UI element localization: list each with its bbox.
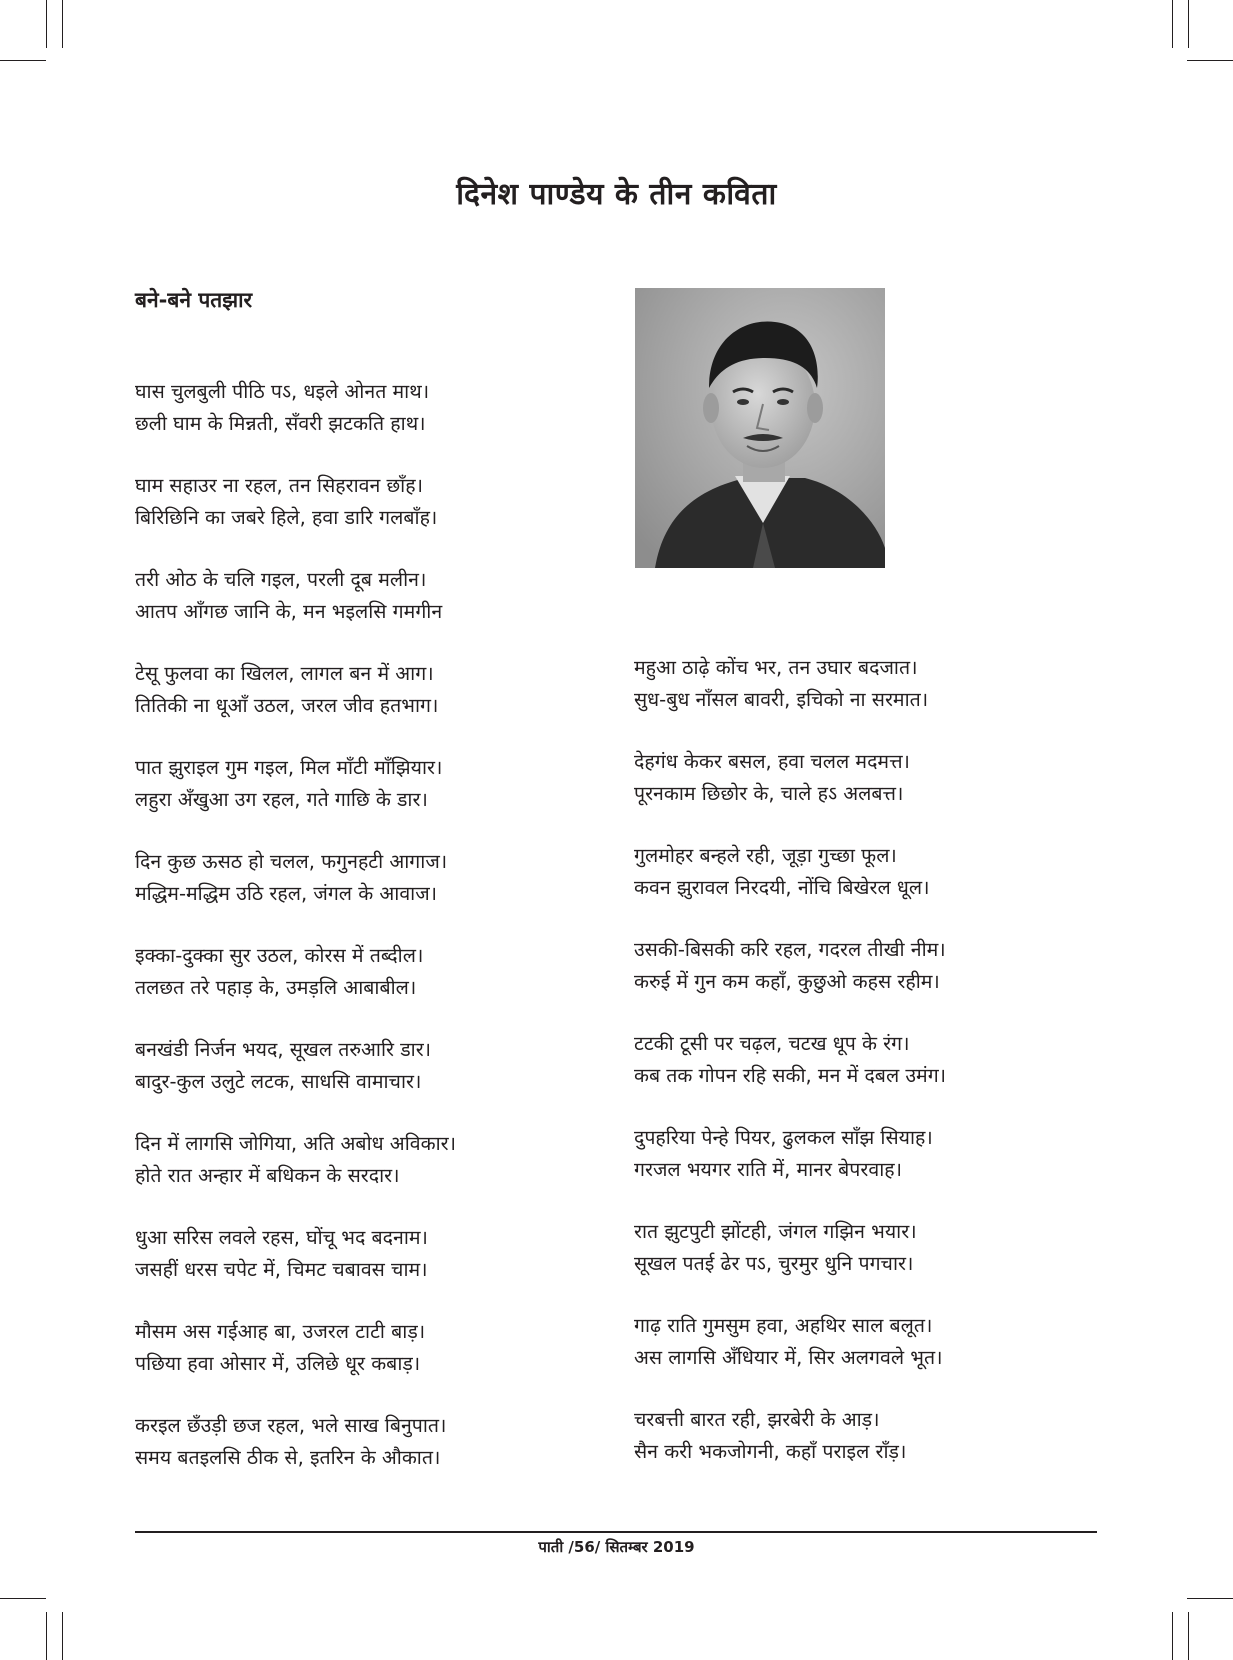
page-title: दिनेश पाण्डेय के तीन कविता	[456, 177, 777, 212]
stanza	[634, 1122, 1074, 1186]
crop-mark	[1188, 0, 1189, 48]
poem-line: पछिया हवा ओसार में, उलिछे धूर कबाड़।	[135, 1352, 421, 1375]
poem-line: उसकी-बिसकी करि रहल, गदरल तीखी नीम।	[634, 938, 946, 961]
crop-mark	[1172, 1612, 1173, 1660]
poem-line: लहुरा अँखुआ उग रहल, गते गाछि के डार।	[135, 788, 428, 811]
poem-line: बिरिछिनि का जबरे हिले, हवा डारि गलबाँह।	[135, 506, 438, 529]
crop-mark	[1188, 1612, 1189, 1660]
crop-mark	[1172, 0, 1173, 48]
stanza	[135, 376, 575, 440]
stanza	[135, 940, 575, 1004]
poem-line: घास चुलबुली पीठि पऽ, धइले ओनत माथ।	[135, 380, 430, 403]
stanza	[135, 564, 575, 628]
poem-line: गरजल भयगर राति में, मानर बेपरवाह।	[634, 1158, 902, 1181]
poem-line: पूरनकाम छिछोर के, चाले हऽ अलबत्त।	[634, 782, 904, 805]
stanza	[634, 1404, 1074, 1468]
stanza	[135, 752, 575, 816]
poem-line: आतप आँगछ जानि के, मन भइलसि गमगीन	[135, 600, 443, 623]
poem-line: सूखल पतई ढेर पऽ, चुरमुर धुनि पगचार।	[634, 1252, 914, 1275]
stanza	[634, 840, 1074, 904]
poem-line: छली घाम के मिन्नती, सँवरी झटकति हाथ।	[135, 412, 426, 435]
poem-line: पात झुराइल गुम गइल, मिल माँटी माँझियार।	[135, 756, 443, 779]
poem-line: कब तक गोपन रहि सकी, मन में दबल उमंग।	[634, 1064, 947, 1087]
poem-line: टेसू फुलवा का खिलल, लागल बन में आग।	[135, 662, 434, 685]
poem-line: गाढ़ राति गुमसुम हवा, अहथिर साल बलूत।	[634, 1314, 933, 1337]
poem-line: तलछत तरे पहाड़ के, उमड़लि आबाबील।	[135, 976, 417, 999]
crop-mark	[62, 0, 63, 48]
stanza	[634, 934, 1074, 998]
poem-line: अस लागसि अँधियार में, सिर अलगवले भूत।	[634, 1346, 943, 1369]
author-photo	[635, 288, 885, 568]
poem-line: बादुर-कुल उलुटे लटक, साधसि वामाचार।	[135, 1070, 422, 1093]
poem-line: सुध-बुध नाँसल बावरी, इचिको ना सरमात।	[634, 688, 929, 711]
crop-mark	[0, 1598, 46, 1599]
stanza	[135, 1410, 575, 1474]
page-footer: पाती /56/ सितम्बर 2019	[538, 1538, 695, 1556]
stanza	[135, 1316, 575, 1380]
poem-line: चरबत्ती बारत रही, झरबेरी के आड़।	[634, 1408, 880, 1431]
poem-line: कवन झुरावल निरदयी, नोंचि बिखेरल धूल।	[634, 876, 930, 899]
stanza	[135, 470, 575, 534]
poem-line: गुलमोहर बन्हले रही, जूड़ा गुच्छा फूल।	[634, 844, 897, 867]
poem-line: इक्का-दुक्का सुर उठल, कोरस में तब्दील।	[135, 944, 424, 967]
stanza	[135, 658, 575, 722]
poem-line: सैन करी भकजोगनी, कहाँ पराइल राँड़।	[634, 1440, 907, 1463]
poem-line: करइल छँउड़ी छज रहल, भले साख बिनुपात।	[135, 1414, 447, 1437]
stanza	[634, 746, 1074, 810]
stanza	[634, 1028, 1074, 1092]
poem-line: दिन में लागसि जोगिया, अति अबोध अविकार।	[135, 1132, 456, 1155]
stanza	[135, 1222, 575, 1286]
footer-rule	[135, 1531, 1097, 1533]
stanza	[135, 846, 575, 910]
poem-line: बनखंडी निर्जन भयद, सूखल तरुआरि डार।	[135, 1038, 432, 1061]
poem-line: दिन कुछ ऊसठ हो चलल, फगुनहटी आगाज।	[135, 850, 448, 873]
poem-column-left	[135, 376, 575, 1504]
poem-line: होते रात अन्हार में बधिकन के सरदार।	[135, 1164, 400, 1187]
poem-line: समय बतइलसि ठीक से, इतरिन के औकात।	[135, 1446, 441, 1469]
stanza	[135, 1128, 575, 1192]
stanza	[634, 1216, 1074, 1280]
poem-line: घाम सहाउर ना रहल, तन सिहरावन छाँह।	[135, 474, 423, 497]
crop-mark	[46, 1612, 47, 1660]
poem-line: दुपहरिया पेन्हे पियर, ढुलकल साँझ सियाह।	[634, 1126, 933, 1149]
crop-mark	[1187, 1598, 1233, 1599]
poem-line: रात झुटपुटी झोंटही, जंगल गझिन भयार।	[634, 1220, 917, 1243]
poem-line: मद्धिम-मद्धिम उठि रहल, जंगल के आवाज।	[135, 882, 438, 905]
crop-mark	[62, 1612, 63, 1660]
poem-line: जसहीं धरस चपेट में, चिमट चबावस चाम।	[135, 1258, 428, 1281]
poem-column-right	[634, 652, 1074, 1498]
poem-line: मौसम अस गईआह बा, उजरल टाटी बाड़।	[135, 1320, 426, 1343]
poem-line: तितिकी ना धूआँ उठल, जरल जीव हतभाग।	[135, 694, 439, 717]
poem-line: तरी ओठ के चलि गइल, परली दूब मलीन।	[135, 568, 427, 591]
poem-line: टटकी टूसी पर चढ़ल, चटख धूप के रंग।	[634, 1032, 910, 1055]
poem-title: बने-बने पतझार	[135, 288, 253, 312]
poem-line: धुआ सरिस लवले रहस, घोंचू भद बदनाम।	[135, 1226, 428, 1249]
stanza	[634, 652, 1074, 716]
poem-line: देहगंध केकर बसल, हवा चलल मदमत्त।	[634, 750, 910, 773]
stanza	[135, 1034, 575, 1098]
poem-line: करुई में गुन कम कहाँ, कुछुओ कहस रहीम।	[634, 970, 940, 993]
stanza	[634, 1310, 1074, 1374]
crop-mark	[0, 60, 46, 61]
poem-line: महुआ ठाढ़े कोंच भर, तन उघार बदजात।	[634, 656, 918, 679]
crop-mark	[46, 0, 47, 48]
crop-mark	[1187, 60, 1233, 61]
